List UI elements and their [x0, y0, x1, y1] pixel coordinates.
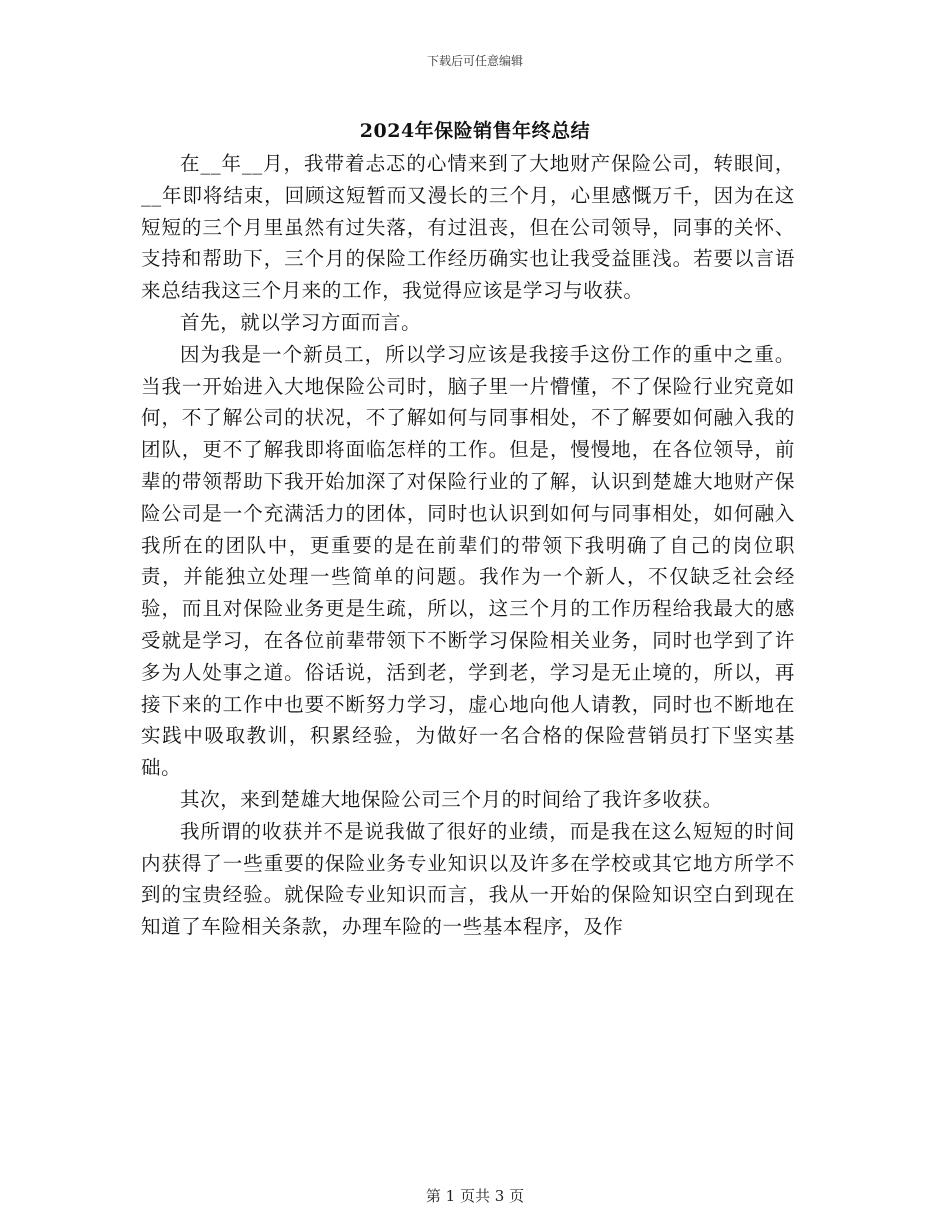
document-title: 2024年保险销售年终总结 [359, 120, 591, 142]
page-number-footer: 第 1 页共 3 页 [425, 1187, 525, 1205]
document-body [141, 148, 795, 943]
header-note: 下载后可任意编辑 [426, 54, 523, 68]
paragraph: 在__年__月，我带着忐忑的心情来到了大地财产保险公司，转眼间，__年即将结束，回顾这短暂而又漫长的三个月，心里感慨万千，因为在这短短的三个月里虽然有过失落，有过沮丧，但在公司领导，同事的关怀、支持和帮助下，三个月的保险工作经历确实也让我受益匪浅。若要以言语来总结我这三个月来的工作，我觉得应该是学习与收获。 [141, 152, 795, 303]
paragraph: 首先，就以学习方面而言。 [180, 310, 422, 334]
paragraph: 其次，来到楚雄大地保险公司三个月的时间给了我许多收获。 [180, 787, 723, 811]
paragraph: 因为我是一个新员工，所以学习应该是我接手这份工作的重中之重。当我一开始进入大地保险公司时，脑子里一片懵懂，不了保险行业究竟如何，不了解公司的状况，不了解如何与同事相处，不了解要如何融入我的团队，更不了解我即将面临怎样的工作。但是，慢慢地，在各位领导，前辈的带领帮助下我开始加深了对保险行业的了解，认识到楚雄大地财产保险公司是一个充满活力的团体，同时也认识到如何与同事相处，如何融入我所在的团队中，更重要的是在前辈们的带领下我明确了自己的岗位职责，并能独立处理一些简单的问题。我作为一个新人，不仅缺乏社会经验，而且对保险业务更是生疏，所以，这三个月的工作历程给我最大的感受就是学习，在各位前辈带领下不断学习保险相关业务，同时也学到了许多为人处事之道。俗话说，活到老，学到老，学习是无止境的，所以，再接下来的工作中也要不断努力学习，虚心地向他人请教，同时也不断地在实践中吸取教训，积累经验，为做好一名合格的保险营销员打下坚实基础。 [141, 342, 795, 780]
paragraph: 我所谓的收获并不是说我做了很好的业绩，而是我在这么短短的时间内获得了一些重要的保险业务专业知识以及许多在学校或其它地方所学不到的宝贵经验。就保险专业知识而言，我从一开始的保险知识空白到现在知道了车险相关条款，办理车险的一些基本程序，及作 [141, 819, 795, 939]
